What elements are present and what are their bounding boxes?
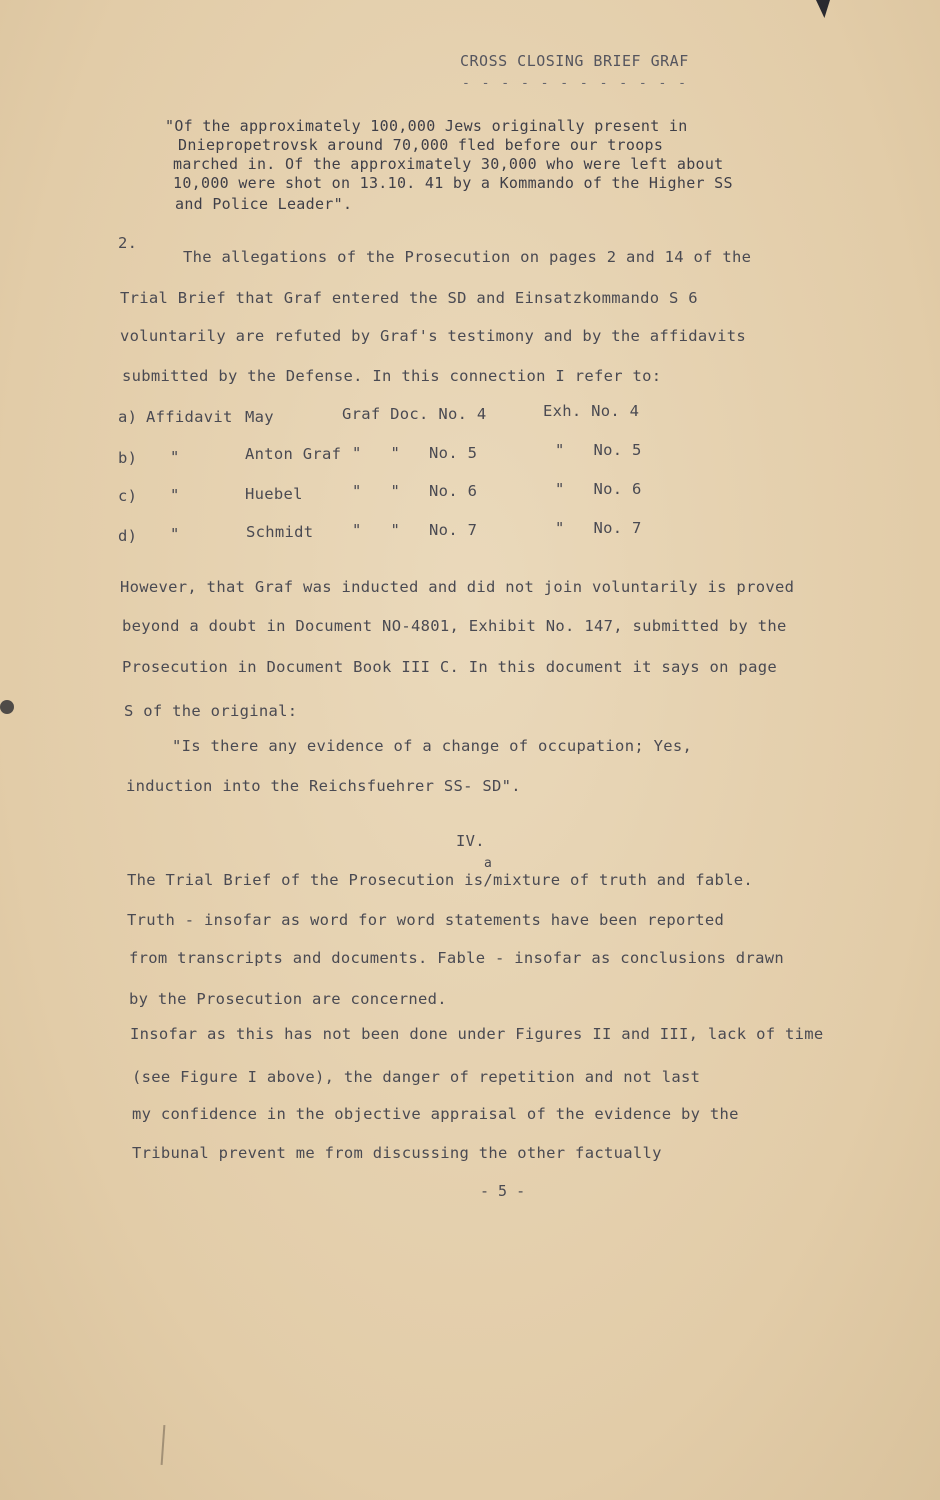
- affidavit-exh: " No. 6: [555, 480, 642, 498]
- paragraph-line: The Trial Brief of the Prosecution is/mixture of truth and fable.: [127, 871, 754, 889]
- paragraph-line: The allegations of the Prosecution on pages 2 and 14 of the: [183, 248, 752, 266]
- affidavit-exh: " No. 5: [555, 441, 642, 459]
- pencil-mark: [161, 1425, 166, 1465]
- paragraph-line: Tribunal prevent me from discussing the other factually: [132, 1144, 662, 1162]
- paragraph-line: my confidence in the objective appraisal of the evidence by the: [132, 1105, 739, 1123]
- document-header: CROSS CLOSING BRIEF GRAF: [460, 52, 689, 70]
- insert-mark: a: [484, 856, 493, 871]
- paragraph-line: voluntarily are refuted by Graf's testimony and by the affidavits: [120, 327, 747, 345]
- affidavit-name: Anton Graf: [245, 445, 342, 463]
- affidavit-label: ": [170, 486, 180, 504]
- paragraph-line: Truth - insofar as word for word statements have been reported: [127, 911, 725, 929]
- quote-line: Dniepropetrovsk around 70,000 fled before our troops: [178, 136, 664, 154]
- affidavit-exh: Exh. No. 4: [543, 402, 640, 420]
- affidavit-exh: " No. 7: [555, 519, 642, 537]
- quote-line: and Police Leader".: [175, 195, 353, 213]
- affidavit-label: Affidavit: [146, 408, 233, 426]
- quote-line: induction into the Reichsfuehrer SS- SD".: [126, 777, 521, 795]
- paragraph-line: Insofar as this has not been done under Figures II and III, lack of time: [130, 1025, 824, 1043]
- affidavit-letter: b): [118, 449, 138, 467]
- corner-mark: [816, 0, 830, 18]
- affidavit-doc: Graf Doc. No. 4: [342, 405, 487, 423]
- affidavit-name: May: [245, 408, 274, 426]
- section-number: IV.: [456, 832, 485, 850]
- affidavit-letter: c): [118, 487, 138, 505]
- affidavit-doc: " " No. 5: [352, 444, 478, 462]
- page-number: - 5 -: [480, 1182, 526, 1200]
- paragraph-line: from transcripts and documents. Fable - insofar as conclusions drawn: [129, 949, 784, 967]
- section-number: 2.: [118, 234, 138, 252]
- affidavit-label: ": [170, 448, 180, 466]
- paragraph-line: However, that Graf was inducted and did not join voluntarily is proved: [120, 578, 795, 596]
- edge-mark: [0, 700, 14, 714]
- affidavit-letter: d): [118, 527, 138, 545]
- quote-line: 10,000 were shot on 13.10. 41 by a Kommando of the Higher SS: [173, 174, 733, 192]
- paragraph-line: Prosecution in Document Book III C. In this document it says on page: [122, 658, 777, 676]
- paragraph-line: beyond a doubt in Document NO-4801, Exhibit No. 147, submitted by the: [122, 617, 787, 635]
- affidavit-doc: " " No. 6: [352, 482, 478, 500]
- quote-line: marched in. Of the approximately 30,000 who were left about: [173, 155, 724, 173]
- quote-line: "Of the approximately 100,000 Jews originally present in: [165, 117, 688, 135]
- paragraph-line: by the Prosecution are concerned.: [129, 990, 447, 1008]
- header-underline: - - - - - - - - - - - -: [462, 76, 689, 91]
- paragraph-line: S of the original:: [124, 702, 298, 720]
- paragraph-line: submitted by the Defense. In this connection I refer to:: [122, 367, 662, 385]
- affidavit-name: Schmidt: [246, 523, 314, 541]
- quote-line: "Is there any evidence of a change of occupation; Yes,: [172, 737, 693, 755]
- affidavit-doc: " " No. 7: [352, 521, 478, 539]
- affidavit-letter: a): [118, 408, 138, 426]
- paragraph-line: (see Figure I above), the danger of repetition and not last: [132, 1068, 701, 1086]
- affidavit-name: Huebel: [245, 485, 303, 503]
- paragraph-line: Trial Brief that Graf entered the SD and Einsatzkommando S 6: [120, 289, 698, 307]
- affidavit-label: ": [170, 525, 180, 543]
